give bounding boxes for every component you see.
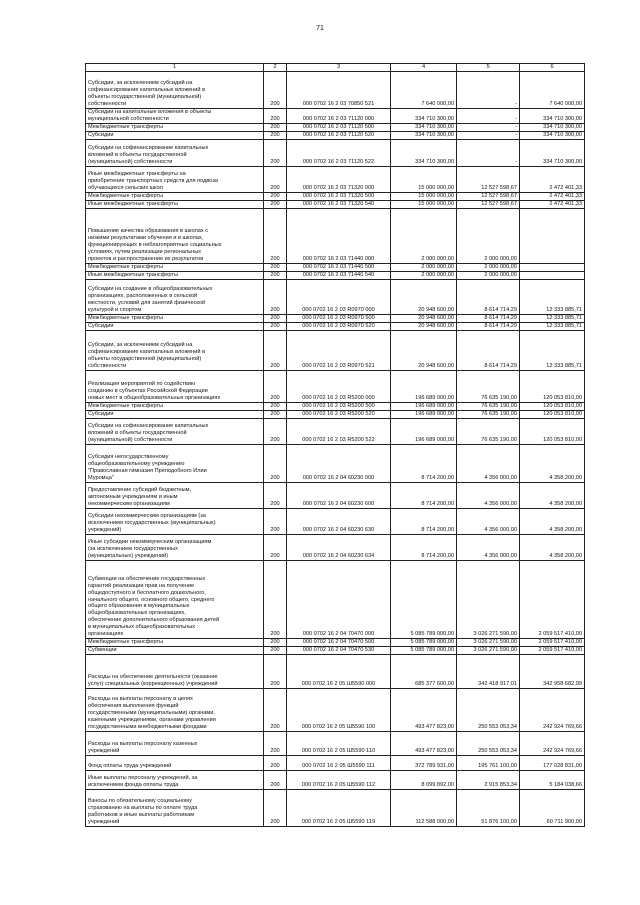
row-name-cell: Реализация мероприятий по содействию созданию в субъектах Российской Федерации новых мест в общеобразовательных организациях xyxy=(86,371,264,403)
approved-amount-cell: 196 689 000,00 xyxy=(391,411,457,419)
approved-amount-cell: 15 000 000,00 xyxy=(391,201,457,209)
remaining-amount-cell: 4 358 200,00 xyxy=(520,483,585,509)
remaining-amount-cell: 4 358 200,00 xyxy=(520,509,585,535)
row-name-cell: Субсидия негосударственному общеобразовательному учреждению "Православная гимназия Преподобного Илии Муромца" xyxy=(86,445,264,483)
budget-code-cell: 000 0702 16 2 03 71120 000 xyxy=(287,109,391,124)
admin-code-cell: 200 xyxy=(264,331,287,371)
approved-amount-cell: 2 000 000,00 xyxy=(391,209,457,264)
budget-code-cell: 000 0702 16 2 04 60230 634 xyxy=(287,535,391,561)
executed-amount-cell: 250 553 053,34 xyxy=(457,689,520,732)
approved-amount-cell: 196 689 000,00 xyxy=(391,403,457,411)
admin-code-cell: 200 xyxy=(264,483,287,509)
approved-amount-cell: 2 000 000,00 xyxy=(391,264,457,272)
executed-amount-cell: 3 026 271 590,00 xyxy=(457,647,520,655)
remaining-amount-cell: 2 472 401,33 xyxy=(520,201,585,209)
admin-code-cell: 200 xyxy=(264,323,287,331)
table-row xyxy=(86,655,585,689)
executed-amount-cell: 51 876 100,00 xyxy=(457,789,520,826)
admin-code-cell: 200 xyxy=(264,264,287,272)
row-name-cell: Предоставление субсидий бюджетным, автономным учреждениям и иным некоммерческим организациям xyxy=(86,483,264,509)
row-name-cell: Иные выплаты персоналу учреждений, за исключением фонда оплаты труда xyxy=(86,770,264,789)
budget-code-cell: 000 0702 16 2 03 71120 500 xyxy=(287,124,391,132)
budget-table xyxy=(85,63,585,827)
admin-code-cell: 200 xyxy=(264,124,287,132)
table-row xyxy=(86,323,585,331)
executed-amount-cell: 76 635 190,00 xyxy=(457,371,520,403)
table-row xyxy=(86,535,585,561)
remaining-amount-cell: 12 333 885,71 xyxy=(520,315,585,323)
budget-code-cell: 000 0702 16 2 03 R5200 500 xyxy=(287,403,391,411)
budget-code-cell: 000 0702 16 2 03 70850 521 xyxy=(287,72,391,109)
budget-code-cell: 000 0702 16 2 03 R0970 521 xyxy=(287,331,391,371)
approved-amount-cell: 8 714 200,00 xyxy=(391,509,457,535)
table-row xyxy=(86,132,585,140)
approved-amount-cell: 20 948 600,00 xyxy=(391,315,457,323)
executed-amount-cell: - xyxy=(457,109,520,124)
table-row xyxy=(86,315,585,323)
budget-code-cell: 000 0702 16 2 03 R0970 500 xyxy=(287,315,391,323)
approved-amount-cell: 7 640 000,00 xyxy=(391,72,457,109)
table-row xyxy=(86,732,585,756)
admin-code-cell: 200 xyxy=(264,689,287,732)
approved-amount-cell: 112 588 000,00 xyxy=(391,789,457,826)
budget-code-cell: 000 0702 16 2 03 71320 540 xyxy=(287,201,391,209)
row-name-cell: Субсидии, за исключением субсидий на софинансирование капитальных вложений в объекты государственной (муниципальной) собственности xyxy=(86,331,264,371)
approved-amount-cell: 2 000 000,00 xyxy=(391,272,457,280)
remaining-amount-cell: 2 059 517 410,00 xyxy=(520,561,585,639)
table-row xyxy=(86,403,585,411)
executed-amount-cell: 76 635 190,00 xyxy=(457,419,520,445)
admin-code-cell: 200 xyxy=(264,167,287,193)
executed-amount-cell: 342 418 917,01 xyxy=(457,655,520,689)
remaining-amount-cell: 2 059 517 410,00 xyxy=(520,639,585,647)
budget-code-cell: 000 0702 16 2 04 60230 630 xyxy=(287,509,391,535)
table-row xyxy=(86,419,585,445)
row-name-cell: Взносы по обязательному социальному страхованию на выплаты по оплате труда работников и иные выплаты работникам учреждений xyxy=(86,789,264,826)
row-name-cell: Иные межбюджетные трансферты xyxy=(86,272,264,280)
budget-code-cell: 000 0702 16 2 05 Ш5590 111 xyxy=(287,756,391,771)
admin-code-cell: 200 xyxy=(264,535,287,561)
remaining-amount-cell: 242 924 769,66 xyxy=(520,732,585,756)
approved-amount-cell: 334 710 300,00 xyxy=(391,140,457,167)
admin-code-cell: 200 xyxy=(264,647,287,655)
admin-code-cell: 200 xyxy=(264,639,287,647)
budget-code-cell: 000 0702 16 2 04 60230 000 xyxy=(287,445,391,483)
budget-code-cell: 000 0702 16 2 05 Ш5590 112 xyxy=(287,770,391,789)
remaining-amount-cell: 7 640 000,00 xyxy=(520,72,585,109)
approved-amount-cell: 8 714 200,00 xyxy=(391,445,457,483)
remaining-amount-cell xyxy=(520,209,585,264)
approved-amount-cell: 15 000 000,00 xyxy=(391,193,457,201)
budget-code-cell: 000 0702 16 2 05 Ш5590 119 xyxy=(287,789,391,826)
budget-code-cell: 000 0702 16 2 04 70470 530 xyxy=(287,647,391,655)
budget-code-cell: 000 0702 16 2 04 70470 500 xyxy=(287,639,391,647)
table-row xyxy=(86,509,585,535)
row-name-cell: Субвенции xyxy=(86,647,264,655)
executed-amount-cell: 4 356 000,00 xyxy=(457,445,520,483)
table-row xyxy=(86,140,585,167)
row-name-cell: Расходы на обеспечение деятельности (оказание услуг) специальных (коррекционных) учреждений xyxy=(86,655,264,689)
admin-code-cell: 200 xyxy=(264,371,287,403)
executed-amount-cell: 4 356 000,00 xyxy=(457,509,520,535)
remaining-amount-cell: 334 710 300,00 xyxy=(520,124,585,132)
table-row xyxy=(86,272,585,280)
table-row xyxy=(86,756,585,771)
executed-amount-cell: 8 614 714,29 xyxy=(457,280,520,315)
executed-amount-cell: - xyxy=(457,140,520,167)
table-row xyxy=(86,689,585,732)
approved-amount-cell: 493 477 823,00 xyxy=(391,689,457,732)
table-row xyxy=(86,124,585,132)
column-number-row xyxy=(86,64,585,72)
budget-code-cell: 000 0702 16 2 03 71440 500 xyxy=(287,264,391,272)
table-row xyxy=(86,789,585,826)
admin-code-cell: 200 xyxy=(264,272,287,280)
budget-code-cell: 000 0702 16 2 05 Ш5590 000 xyxy=(287,655,391,689)
budget-code-cell: 000 0702 16 2 03 R5200 520 xyxy=(287,411,391,419)
remaining-amount-cell xyxy=(520,264,585,272)
budget-code-cell: 000 0702 16 2 03 71320 500 xyxy=(287,193,391,201)
remaining-amount-cell: 242 924 769,66 xyxy=(520,689,585,732)
admin-code-cell: 200 xyxy=(264,193,287,201)
column-header: 6 xyxy=(520,64,585,72)
column-header: 1 xyxy=(86,64,264,72)
executed-amount-cell: 2 000 000,00 xyxy=(457,264,520,272)
approved-amount-cell: 20 948 600,00 xyxy=(391,280,457,315)
admin-code-cell: 200 xyxy=(264,509,287,535)
admin-code-cell: 200 xyxy=(264,315,287,323)
executed-amount-cell: - xyxy=(457,72,520,109)
admin-code-cell: 200 xyxy=(264,201,287,209)
table-row xyxy=(86,193,585,201)
table-row xyxy=(86,209,585,264)
page-number: 71 xyxy=(316,25,324,32)
admin-code-cell: 200 xyxy=(264,140,287,167)
column-header: 4 xyxy=(391,64,457,72)
approved-amount-cell: 334 710 300,00 xyxy=(391,132,457,140)
approved-amount-cell: 8 714 200,00 xyxy=(391,535,457,561)
remaining-amount-cell: 4 358 200,00 xyxy=(520,445,585,483)
table-row xyxy=(86,770,585,789)
remaining-amount-cell: 120 053 810,00 xyxy=(520,403,585,411)
budget-code-cell: 000 0702 16 2 03 71440 540 xyxy=(287,272,391,280)
executed-amount-cell: 8 614 714,29 xyxy=(457,323,520,331)
row-name-cell: Межбюджетные трансферты xyxy=(86,639,264,647)
approved-amount-cell: 8 714 200,00 xyxy=(391,483,457,509)
approved-amount-cell: 8 099 892,00 xyxy=(391,770,457,789)
remaining-amount-cell: 5 184 038,66 xyxy=(520,770,585,789)
row-name-cell: Субсидии на капитальные вложения в объекты муниципальной собственности xyxy=(86,109,264,124)
admin-code-cell: 200 xyxy=(264,403,287,411)
budget-code-cell: 000 0702 16 2 03 71120 520 xyxy=(287,132,391,140)
approved-amount-cell: 20 948 600,00 xyxy=(391,323,457,331)
remaining-amount-cell: 60 711 900,00 xyxy=(520,789,585,826)
row-name-cell: Субсидии на софинансирование капитальных вложений в объекты государственной (муниципальной) собственности xyxy=(86,419,264,445)
budget-code-cell: 000 0702 16 2 05 Ш5590 100 xyxy=(287,689,391,732)
budget-code-cell: 000 0702 16 2 03 R0970 520 xyxy=(287,323,391,331)
admin-code-cell: 200 xyxy=(264,411,287,419)
admin-code-cell: 200 xyxy=(264,770,287,789)
executed-amount-cell: - xyxy=(457,132,520,140)
row-name-cell: Субсидии xyxy=(86,323,264,331)
column-header: 5 xyxy=(457,64,520,72)
row-name-cell: Фонд оплаты труда учреждений xyxy=(86,756,264,771)
budget-code-cell: 000 0702 16 2 03 71120 522 xyxy=(287,140,391,167)
remaining-amount-cell: 12 333 885,71 xyxy=(520,280,585,315)
executed-amount-cell: 12 527 598,67 xyxy=(457,167,520,193)
column-header: 2 xyxy=(264,64,287,72)
budget-code-cell: 000 0702 16 2 03 71440 000 xyxy=(287,209,391,264)
table-row xyxy=(86,371,585,403)
remaining-amount-cell xyxy=(520,272,585,280)
remaining-amount-cell: 177 028 831,00 xyxy=(520,756,585,771)
admin-code-cell: 200 xyxy=(264,419,287,445)
executed-amount-cell: - xyxy=(457,124,520,132)
executed-amount-cell: 2 000 000,00 xyxy=(457,272,520,280)
remaining-amount-cell: 2 059 517 410,00 xyxy=(520,647,585,655)
executed-amount-cell: 2 915 853,34 xyxy=(457,770,520,789)
row-name-cell: Межбюджетные трансферты xyxy=(86,315,264,323)
budget-code-cell: 000 0702 16 2 04 70470 000 xyxy=(287,561,391,639)
remaining-amount-cell: 120 053 810,00 xyxy=(520,419,585,445)
approved-amount-cell: 20 948 600,00 xyxy=(391,331,457,371)
executed-amount-cell: 76 635 190,00 xyxy=(457,411,520,419)
table-row xyxy=(86,445,585,483)
table-row xyxy=(86,72,585,109)
remaining-amount-cell: 12 333 885,71 xyxy=(520,331,585,371)
row-name-cell: Субсидии, за исключением субсидий на софинансирование капитальных вложений в объекты государственной (муниципальной) собственности xyxy=(86,72,264,109)
table-row xyxy=(86,264,585,272)
admin-code-cell: 200 xyxy=(264,561,287,639)
executed-amount-cell: 12 527 598,67 xyxy=(457,193,520,201)
remaining-amount-cell: 342 958 682,99 xyxy=(520,655,585,689)
approved-amount-cell: 334 710 300,00 xyxy=(391,124,457,132)
admin-code-cell: 200 xyxy=(264,109,287,124)
approved-amount-cell: 196 689 000,00 xyxy=(391,419,457,445)
approved-amount-cell: 196 689 000,00 xyxy=(391,371,457,403)
table-row xyxy=(86,167,585,193)
table-row xyxy=(86,411,585,419)
row-name-cell: Межбюджетные трансферты xyxy=(86,193,264,201)
row-name-cell: Межбюджетные трансферты xyxy=(86,124,264,132)
remaining-amount-cell: 334 710 300,00 xyxy=(520,132,585,140)
admin-code-cell: 200 xyxy=(264,732,287,756)
row-name-cell: Межбюджетные трансферты xyxy=(86,264,264,272)
remaining-amount-cell: 2 472 401,33 xyxy=(520,193,585,201)
remaining-amount-cell: 334 710 300,00 xyxy=(520,140,585,167)
remaining-amount-cell: 120 053 810,00 xyxy=(520,411,585,419)
budget-code-cell: 000 0702 16 2 04 60230 600 xyxy=(287,483,391,509)
table-row xyxy=(86,109,585,124)
budget-code-cell: 000 0702 16 2 03 R5200 000 xyxy=(287,371,391,403)
approved-amount-cell: 372 789 931,00 xyxy=(391,756,457,771)
admin-code-cell: 200 xyxy=(264,655,287,689)
remaining-amount-cell: 2 472 401,33 xyxy=(520,167,585,193)
admin-code-cell: 200 xyxy=(264,445,287,483)
row-name-cell: Субсидии xyxy=(86,411,264,419)
executed-amount-cell: 8 614 714,29 xyxy=(457,331,520,371)
remaining-amount-cell: 334 710 300,00 xyxy=(520,109,585,124)
row-name-cell: Расходы на выплаты персоналу казенных учреждений xyxy=(86,732,264,756)
admin-code-cell: 200 xyxy=(264,209,287,264)
executed-amount-cell: 195 761 100,00 xyxy=(457,756,520,771)
budget-code-cell: 000 0702 16 2 03 R0970 000 xyxy=(287,280,391,315)
row-name-cell: Иные субсидии некоммерческим организациям (за исключением государственных (муниципальных) учреждений) xyxy=(86,535,264,561)
budget-code-cell: 000 0702 16 2 03 71320 000 xyxy=(287,167,391,193)
row-name-cell: Межбюджетные трансферты xyxy=(86,403,264,411)
admin-code-cell: 200 xyxy=(264,72,287,109)
approved-amount-cell: 5 085 789 000,00 xyxy=(391,647,457,655)
row-name-cell: Повышение качества образования в школах с низкими результатами обучения и в школах, функционирующих в неблагоприятных социальных условиях, путем реализации региональных проектов и распространение их результатов xyxy=(86,209,264,264)
column-header: 3 xyxy=(287,64,391,72)
executed-amount-cell: 8 614 714,29 xyxy=(457,315,520,323)
approved-amount-cell: 5 085 789 000,00 xyxy=(391,561,457,639)
remaining-amount-cell: 12 333 885,71 xyxy=(520,323,585,331)
executed-amount-cell: 4 356 000,00 xyxy=(457,535,520,561)
budget-code-cell: 000 0702 16 2 03 R5200 522 xyxy=(287,419,391,445)
executed-amount-cell: 2 000 000,00 xyxy=(457,209,520,264)
executed-amount-cell: 250 553 053,34 xyxy=(457,732,520,756)
approved-amount-cell: 334 710 300,00 xyxy=(391,109,457,124)
table-row xyxy=(86,639,585,647)
executed-amount-cell: 3 026 271 590,00 xyxy=(457,561,520,639)
admin-code-cell: 200 xyxy=(264,756,287,771)
table-row xyxy=(86,483,585,509)
table-row xyxy=(86,331,585,371)
admin-code-cell: 200 xyxy=(264,132,287,140)
budget-code-cell: 000 0702 16 2 05 Ш5590 110 xyxy=(287,732,391,756)
executed-amount-cell: 12 527 598,67 xyxy=(457,201,520,209)
approved-amount-cell: 15 000 000,00 xyxy=(391,167,457,193)
table-row xyxy=(86,561,585,639)
approved-amount-cell: 493 477 823,00 xyxy=(391,732,457,756)
approved-amount-cell: 5 085 789 000,00 xyxy=(391,639,457,647)
row-name-cell: Иные межбюджетные трансферты на приобретение транспортных средств для подвоза обучающихся сельских школ xyxy=(86,167,264,193)
admin-code-cell: 200 xyxy=(264,280,287,315)
row-name-cell: Субвенции на обеспечение государственных гарантий реализации прав на получение общедоступного и бесплатного дошкольного, начального общего, основного общего, среднего общего образования в муниципальных общеобразовательных организациях, обеспечение дополнительного образования детей в муниципальных общеобразовательных организациях xyxy=(86,561,264,639)
admin-code-cell: 200 xyxy=(264,789,287,826)
table-row xyxy=(86,201,585,209)
table-row xyxy=(86,280,585,315)
executed-amount-cell: 76 635 190,00 xyxy=(457,403,520,411)
row-name-cell: Субсидии некоммерческим организациям (за исключением государственных (муниципальных) учреждений) xyxy=(86,509,264,535)
row-name-cell: Субсидии xyxy=(86,132,264,140)
row-name-cell: Расходы на выплаты персоналу в целях обеспечения выполнения функций государственными (муниципальными) органами, казенными учреждениями, органами управления государственными внебюджетными фондами xyxy=(86,689,264,732)
approved-amount-cell: 685 377 600,00 xyxy=(391,655,457,689)
executed-amount-cell: 3 026 271 590,00 xyxy=(457,639,520,647)
executed-amount-cell: 4 356 000,00 xyxy=(457,483,520,509)
remaining-amount-cell: 4 358 200,00 xyxy=(520,535,585,561)
remaining-amount-cell: 120 053 810,00 xyxy=(520,371,585,403)
table-row xyxy=(86,647,585,655)
row-name-cell: Субсидии на создание в общеобразовательных организациях, расположенных в сельской местности, условий для занятий физической культурой и спортом xyxy=(86,280,264,315)
row-name-cell: Иные межбюджетные трансферты xyxy=(86,201,264,209)
row-name-cell: Субсидии на софинансирование капитальных вложений в объекты государственной (муниципальной) собственности xyxy=(86,140,264,167)
